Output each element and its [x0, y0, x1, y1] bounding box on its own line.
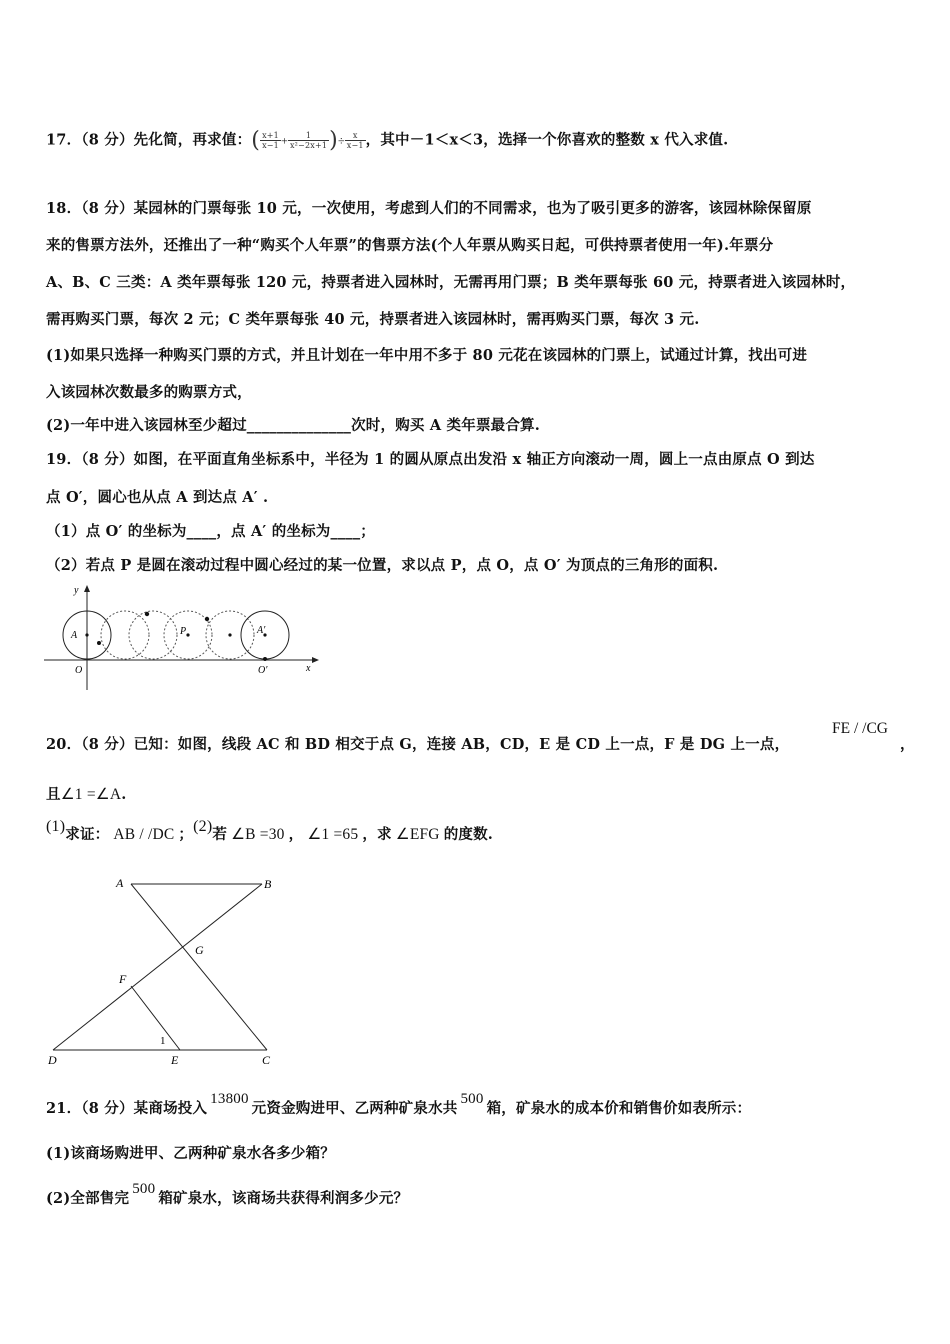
- angle-B-30: ∠B =30: [231, 826, 285, 843]
- label-F: F: [119, 972, 127, 986]
- boxes-500: 500: [460, 1091, 484, 1107]
- q18-line-4: 需再购买门票，每次 2 元；C 类年票每张 40 元，持票者进入该园林时，需再购买门票，每次 3 元.: [46, 311, 700, 328]
- point-P: [186, 633, 189, 636]
- fe-parallel-cg: FE / /CG: [832, 720, 888, 737]
- q19-part2: （2）若点 P 是圆在滚动过程中圆心经过的某一位置，求以点 P，点 O，点 O′ 为顶点的三角形的面积.: [46, 557, 719, 574]
- q18-line-2: 来的售票方法外，还推出了一种“购买个人年票”的售票方法(个人年票从购买日起，可供持票者使用一年).年票分: [46, 237, 774, 254]
- y-axis-label: y: [74, 585, 79, 596]
- q18-line-1: 18．（8 分）某园林的门票每张 10 元，一次使用，考虑到人们的不同需求，也为了吸引更多的游客，该园林除保留原: [46, 200, 812, 217]
- segment-BD: [53, 884, 262, 1050]
- q17-line: [46, 128, 728, 153]
- angle-1-65: ∠1 =65: [307, 826, 359, 843]
- left-paren: (: [251, 128, 261, 153]
- geometry-figure: [40, 868, 290, 1073]
- point-on-circle-4: [228, 633, 231, 636]
- label-1: 1: [160, 1035, 166, 1047]
- q18-part1-line-1: (1)如果只选择一种购买门票的方式，并且计划在一年中用不多于 80 元花在该园林的门票上，试通过计算，找出可进: [46, 347, 808, 364]
- right-paren: ): [329, 128, 338, 153]
- fraction-3: $\frac{x}{x-1}$: [346, 131, 364, 150]
- q18-part1-line-2: 入该园林次数最多的购票方式，: [46, 384, 252, 401]
- circle-dotted-1: [101, 611, 149, 659]
- fraction-2: $\frac{1}{\text{x²−2x+1}}$: [289, 131, 328, 150]
- label-C: C: [262, 1053, 271, 1067]
- label-A: A: [116, 876, 124, 890]
- q18-line-3: A、B、C 三类：A 类年票每张 120 元，持票者进入园林时，无需再用门票；B 类年票每张 60 元，持票者进入该园林时，: [46, 274, 856, 291]
- x-axis-arrow: [312, 657, 319, 663]
- q20-line-3: (1)求证： AB / /DC ；(2)若 ∠B =30 ， ∠1 =65 ，求 ∠EFG 的度数.: [46, 818, 494, 843]
- y-axis-arrow: [84, 585, 90, 592]
- q19-part1: （1）点 O′ 的坐标为____，点 A′ 的坐标为____；: [46, 523, 376, 540]
- point-O-prime: [263, 657, 267, 661]
- label-O-prime: O′: [258, 665, 268, 676]
- ab-parallel-dc: AB / /DC: [113, 826, 175, 843]
- boxes-500-second: 500: [132, 1181, 156, 1197]
- q21-part1: (1)该商场购进甲、乙两种矿泉水各多少箱？: [46, 1145, 336, 1162]
- label-O: O: [75, 665, 83, 676]
- label-A-prime: A′: [257, 625, 266, 636]
- segment-AC: [131, 884, 267, 1050]
- circle-dotted-2: [129, 611, 177, 659]
- label-P: P: [180, 626, 187, 637]
- q20-line-1: [46, 733, 789, 754]
- money-13800: 13800: [210, 1091, 249, 1107]
- point-A: [85, 633, 88, 636]
- q17-suffix: ，其中－1＜x＜3，选择一个你喜欢的整数 x 代入求值.: [365, 131, 729, 149]
- q19-line-2: 点 O′，圆心也从点 A 到达点 A′ .: [46, 489, 269, 506]
- x-axis-label: x: [306, 663, 311, 674]
- part-2-label: (2): [193, 818, 213, 835]
- angle-EFG: ∠EFG: [395, 826, 440, 843]
- angle-1-equals-angle-A: ∠1 =∠A: [60, 786, 122, 803]
- part-1-label: (1): [46, 818, 66, 835]
- fraction-1: $\frac{x+1}{x-1}$: [262, 131, 279, 150]
- q20-comma: ，: [900, 736, 915, 753]
- plus-sign: +: [280, 133, 288, 148]
- point-on-circle-3: [205, 617, 209, 621]
- label-A: A: [71, 630, 78, 641]
- label-B: B: [264, 877, 272, 891]
- q21-line-1: 21．（8 分）某商场投入13800元资金购进甲、乙两种矿泉水共500箱，矿泉水的成本价和销售价如表所示：: [46, 1091, 752, 1117]
- label-D: D: [48, 1053, 57, 1067]
- q21-part2: (2)全部售完500箱矿泉水，该商场共获得利润多少元？: [46, 1181, 409, 1207]
- segment-FE: [131, 986, 180, 1050]
- q20-line-2: 且∠1 =∠A.: [46, 786, 127, 803]
- divide-sign: ÷: [337, 133, 345, 148]
- q18-part2: (2)一年中进入该园林至少超过______________次时，购买 A 类年票最合算.: [46, 417, 541, 434]
- point-on-circle-2: [145, 612, 149, 616]
- q17-prefix: 17．（8 分）先化简，再求值：: [46, 131, 252, 149]
- q20-line-1-text: 20．（8 分）已知：如图，线段 AC 和 BD 相交于点 G，连接 AB，CD，E 是 CD 上一点，F 是 DG 上一点，: [46, 736, 790, 753]
- point-on-circle-1: [97, 641, 101, 645]
- label-E: E: [171, 1053, 179, 1067]
- label-G: G: [195, 943, 204, 957]
- q19-line-1: 19．（8 分）如图，在平面直角坐标系中，半径为 1 的圆从原点出发沿 x 轴正方向滚动一周，圆上一点由原点 O 到达: [46, 451, 815, 468]
- rolling-circle-figure: [40, 580, 325, 695]
